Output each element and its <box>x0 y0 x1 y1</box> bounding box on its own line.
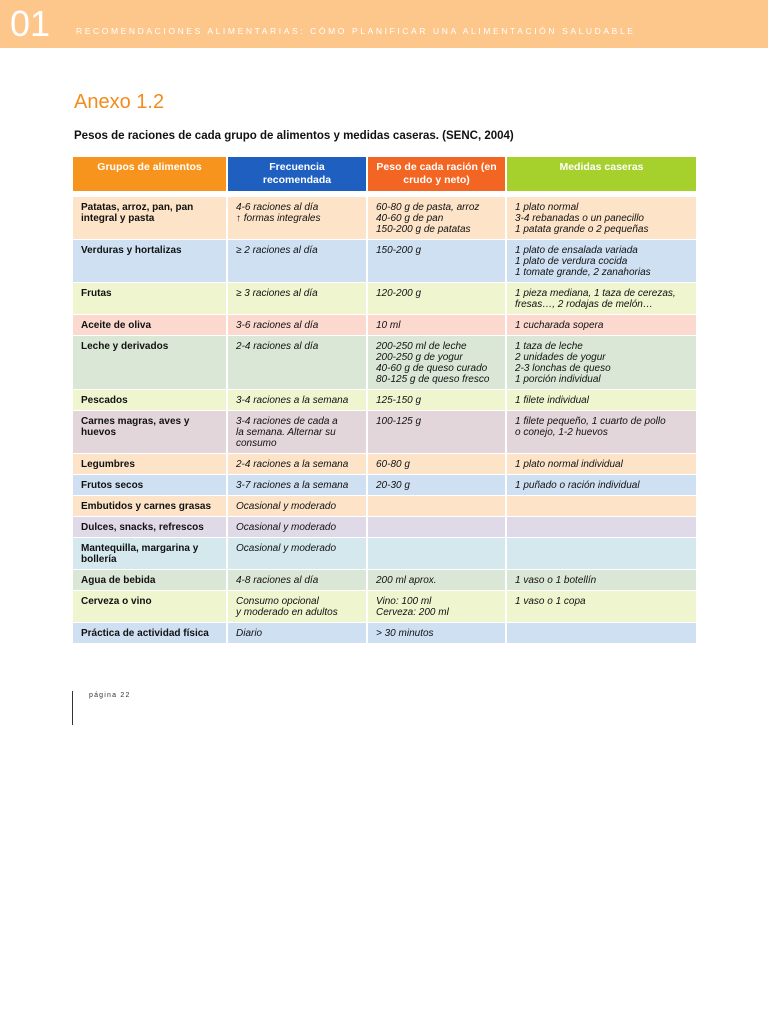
cell-food-group <box>73 496 228 517</box>
cell-text-line: fresas…, 2 rodajas de melón… <box>515 299 653 310</box>
cell-text-line: 100-125 g <box>376 416 422 427</box>
cell-frequency <box>228 496 368 517</box>
table-row <box>73 390 696 411</box>
header-portion-weight: Peso de cada ración (en crudo y neto) <box>368 157 507 197</box>
cell-frequency <box>228 315 368 336</box>
cell-text-line: 40-60 g de pan <box>376 213 444 224</box>
cell-text-line: la semana. Alternar su <box>236 427 336 438</box>
cell-portion-weight <box>368 197 507 240</box>
cell-text-line: Verduras y hortalizas <box>81 245 182 256</box>
cell-food-group <box>73 315 228 336</box>
table-row <box>73 623 696 644</box>
arrow-up-icon: ↑ <box>236 213 244 224</box>
header-frequency: Frecuencia recomendada <box>228 157 368 197</box>
cell-household-measure <box>507 496 696 517</box>
cell-text-line: 1 vaso o 1 botellín <box>515 575 597 586</box>
cell-food-group <box>73 336 228 390</box>
cell-household-measure <box>507 197 696 240</box>
cell-text-line: Dulces, snacks, refrescos <box>81 522 204 533</box>
cell-text-line: 1 vaso o 1 copa <box>515 596 586 607</box>
cell-portion-weight <box>368 538 507 570</box>
cell-portion-weight <box>368 336 507 390</box>
cell-text-line: o conejo, 1-2 huevos <box>515 427 608 438</box>
cell-text-line: Leche y derivados <box>81 341 169 352</box>
table-row <box>73 454 696 475</box>
cell-household-measure <box>507 411 696 454</box>
cell-text-line: 80-125 g de queso fresco <box>376 374 490 385</box>
cell-food-group <box>73 623 228 644</box>
cell-portion-weight <box>368 411 507 454</box>
cell-text-line: Práctica de actividad física <box>81 628 209 639</box>
cell-text-line <box>236 213 358 224</box>
cell-frequency <box>228 240 368 283</box>
cell-household-measure <box>507 538 696 570</box>
cell-text-line: Legumbres <box>81 459 135 470</box>
table-row <box>73 411 696 454</box>
cell-frequency <box>228 390 368 411</box>
cell-household-measure <box>507 570 696 591</box>
cell-portion-weight <box>368 240 507 283</box>
table-row <box>73 570 696 591</box>
annex-title: Anexo 1.2 <box>74 91 165 113</box>
cell-text-line: 40-60 g de queso curado <box>376 363 488 374</box>
cell-food-group <box>73 454 228 475</box>
cell-text-line: 150-200 g de patatas <box>376 224 471 235</box>
cell-frequency <box>228 623 368 644</box>
running-title: RECOMENDACIONES ALIMENTARIAS: CÓMO PLANIFICAR UNA ALIMENTACIÓN SALUDABLE <box>76 26 636 36</box>
cell-text-line: 125-150 g <box>376 395 422 406</box>
cell-portion-weight <box>368 496 507 517</box>
cell-household-measure <box>507 336 696 390</box>
cell-text-line: 1 plato de ensalada variada <box>515 245 638 256</box>
cell-text-line: 3-4 rebanadas o un panecillo <box>515 213 644 224</box>
cell-text-line: 60-80 g <box>376 459 410 470</box>
cell-frequency <box>228 336 368 390</box>
cell-text-line: Vino: 100 ml <box>376 596 432 607</box>
cell-food-group <box>73 517 228 538</box>
cell-text-line: 1 taza de leche <box>515 341 583 352</box>
cell-text-line: 10 ml <box>376 320 401 331</box>
cell-text-line: 1 tomate grande, 2 zanahorias <box>515 267 651 278</box>
cell-portion-weight <box>368 517 507 538</box>
cell-portion-weight <box>368 570 507 591</box>
cell-text-line: y moderado en adultos <box>236 607 338 618</box>
cell-text-line: consumo <box>236 438 277 449</box>
table-caption: Pesos de raciones de cada grupo de alimentos y medidas caseras. (SENC, 2004) <box>74 130 514 142</box>
cell-portion-weight <box>368 454 507 475</box>
cell-food-group <box>73 538 228 570</box>
table-row <box>73 591 696 623</box>
cell-text-line: Frutas <box>81 288 112 299</box>
cell-text-line: Ocasional y moderado <box>236 501 337 512</box>
cell-text-line: 1 filete individual <box>515 395 589 406</box>
cell-frequency <box>228 454 368 475</box>
cell-portion-weight <box>368 283 507 315</box>
cell-food-group <box>73 390 228 411</box>
cell-portion-weight <box>368 591 507 623</box>
table-row <box>73 538 696 570</box>
cell-text-line: 4-8 raciones al día <box>236 575 319 586</box>
cell-frequency <box>228 197 368 240</box>
cell-text: formas integrales <box>243 213 321 224</box>
cell-text-line: 2 unidades de yogur <box>515 352 606 363</box>
table-row <box>73 517 696 538</box>
cell-text-line: 120-200 g <box>376 288 422 299</box>
cell-text-line: 200-250 g de yogur <box>376 352 463 363</box>
cell-text-line: Cerveza: 200 ml <box>376 607 449 618</box>
cell-text-line: Cerveza o vino <box>81 596 152 607</box>
cell-frequency <box>228 538 368 570</box>
header-household-measures: Medidas caseras <box>507 157 696 197</box>
cell-household-measure <box>507 475 696 496</box>
header-food-groups: Grupos de alimentos <box>73 157 228 197</box>
cell-text-line: 20-30 g <box>376 480 410 491</box>
cell-text-line: Mantequilla, margarina y bollería <box>81 543 199 565</box>
page-number: página 22 <box>89 692 131 699</box>
cell-frequency <box>228 283 368 315</box>
cell-text-line: 1 filete pequeño, 1 cuarto de pollo <box>515 416 666 427</box>
cell-text-line: 1 plato normal <box>515 202 579 213</box>
cell-text-line: 3-4 raciones a la semana <box>236 395 349 406</box>
cell-portion-weight <box>368 315 507 336</box>
table-row <box>73 496 696 517</box>
cell-text-line: Pescados <box>81 395 128 406</box>
cell-household-measure <box>507 517 696 538</box>
cell-food-group <box>73 197 228 240</box>
cell-text-line: Ocasional y moderado <box>236 543 337 554</box>
cell-household-measure <box>507 454 696 475</box>
cell-text-line: 1 porción individual <box>515 374 601 385</box>
cell-food-group <box>73 591 228 623</box>
cell-household-measure <box>507 623 696 644</box>
cell-frequency <box>228 570 368 591</box>
cell-frequency <box>228 517 368 538</box>
cell-text-line: 150-200 g <box>376 245 422 256</box>
chapter-number: 01 <box>10 3 51 44</box>
cell-text-line: Embutidos y carnes grasas <box>81 501 212 512</box>
cell-text-line: Agua de bebida <box>81 575 156 586</box>
cell-text-line: ≥ 2 raciones al día <box>236 245 318 256</box>
cell-portion-weight <box>368 390 507 411</box>
cell-text-line: 4-6 raciones al día <box>236 202 319 213</box>
table-row <box>73 475 696 496</box>
cell-text-line: 2-4 raciones al día <box>236 341 319 352</box>
table-row <box>73 283 696 315</box>
cell-text-line: 1 cucharada sopera <box>515 320 604 331</box>
cell-portion-weight <box>368 475 507 496</box>
cell-text-line: 200 ml aprox. <box>376 575 437 586</box>
cell-text-line: 60-80 g de pasta, arroz <box>376 202 480 213</box>
cell-text-line: 1 patata grande o 2 pequeñas <box>515 224 649 235</box>
cell-text-line: 2-4 raciones a la semana <box>236 459 349 470</box>
cell-food-group <box>73 570 228 591</box>
cell-text-line: 1 pieza mediana, 1 taza de cerezas, <box>515 288 676 299</box>
cell-text-line: ≥ 3 raciones al día <box>236 288 318 299</box>
table-row <box>73 197 696 240</box>
table-row <box>73 240 696 283</box>
cell-text-line: Patatas, arroz, pan, pan integral y pasta <box>81 202 194 224</box>
cell-text-line: Carnes magras, aves y huevos <box>81 416 190 438</box>
cell-text-line: 1 puñado o ración individual <box>515 480 640 491</box>
cell-text-line: 3-7 raciones a la semana <box>236 480 349 491</box>
table-row <box>73 315 696 336</box>
cell-household-measure <box>507 283 696 315</box>
cell-frequency <box>228 591 368 623</box>
cell-food-group <box>73 411 228 454</box>
cell-text-line: 3-4 raciones de cada a <box>236 416 338 427</box>
table-header-row <box>73 157 696 197</box>
cell-text-line: 2-3 lonchas de queso <box>515 363 611 374</box>
cell-text-line: 1 plato normal individual <box>515 459 623 470</box>
cell-household-measure <box>507 315 696 336</box>
cell-food-group <box>73 283 228 315</box>
cell-portion-weight <box>368 623 507 644</box>
cell-food-group <box>73 475 228 496</box>
page-header <box>0 0 768 48</box>
cell-text-line: 1 plato de verdura cocida <box>515 256 628 267</box>
cell-text-line: 3-6 raciones al día <box>236 320 319 331</box>
cell-household-measure <box>507 390 696 411</box>
table-body <box>73 197 696 644</box>
cell-text-line: 200-250 ml de leche <box>376 341 467 352</box>
cell-food-group <box>73 240 228 283</box>
cell-household-measure <box>507 591 696 623</box>
table-row <box>73 336 696 390</box>
cell-text-line: Diario <box>236 628 263 639</box>
cell-household-measure <box>507 240 696 283</box>
cell-text-line: > 30 minutos <box>376 628 434 639</box>
food-portions-table <box>73 157 696 644</box>
cell-text-line: Ocasional y moderado <box>236 522 337 533</box>
cell-text-line: Frutos secos <box>81 480 144 491</box>
cell-text-line: Consumo opcional <box>236 596 319 607</box>
cell-text-line: Aceite de oliva <box>81 320 152 331</box>
page-marker-line <box>72 691 73 725</box>
cell-frequency <box>228 411 368 454</box>
cell-frequency <box>228 475 368 496</box>
